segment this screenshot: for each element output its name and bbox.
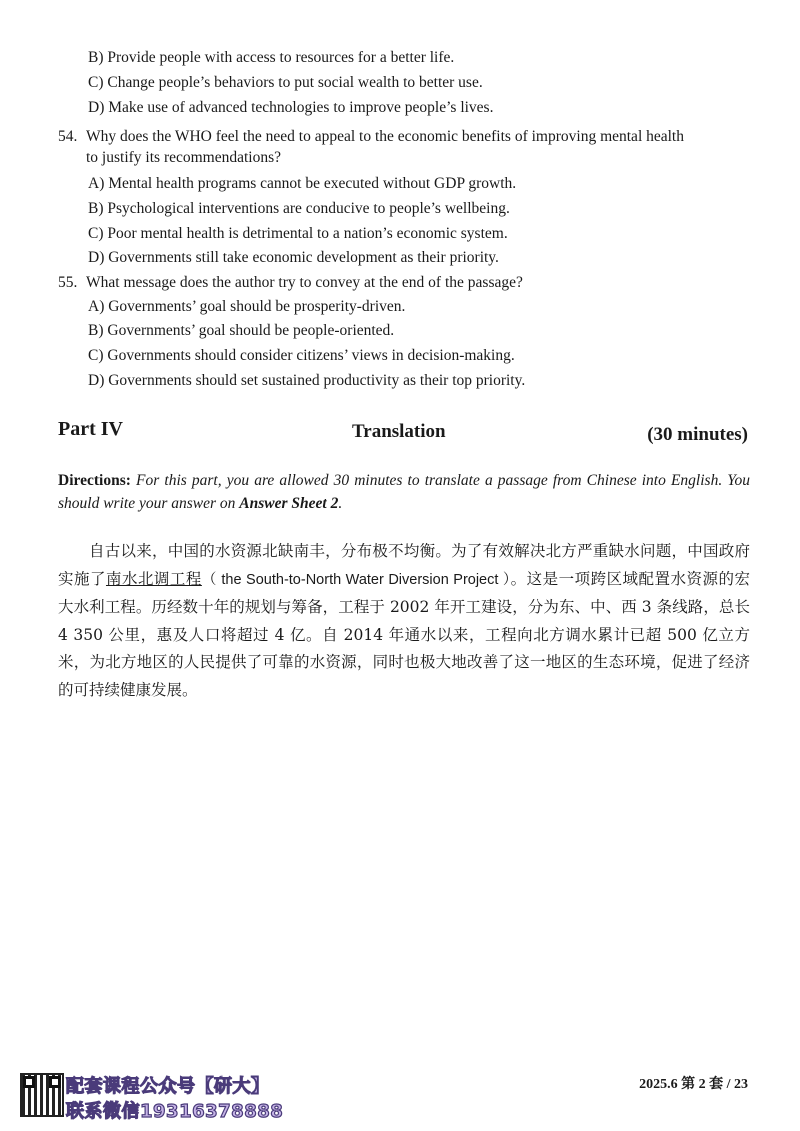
q55-option-a: A) Governments’ goal should be prosperity-driven.	[88, 298, 406, 315]
q55-option-b: B) Governments’ goal should be people-oriented.	[88, 322, 395, 339]
directions-label: Directions:	[58, 472, 131, 489]
watermark-line2: 联系微信19316378888	[66, 1101, 284, 1122]
q53-option-d: D) Make use of advanced technologies to improve people’s lives.	[88, 99, 494, 116]
watermark-line1: 配套课程公众号【研大】	[66, 1076, 270, 1097]
part-time: (30 minutes)	[647, 424, 748, 445]
q54-text-line2: to justify its recommendations?	[86, 149, 282, 166]
part-title: Part IV	[58, 418, 123, 440]
q54-option-d: D) Governments still take economic development as their priority.	[88, 249, 499, 266]
q54-option-b: B) Psychological interventions are conducive to people’s wellbeing.	[88, 200, 510, 217]
passage-part1: 自古以来，中国的水资源北缺南丰，分布极不均衡。为了有效解决北方严重缺水问题，中国政府实施了	[58, 542, 750, 588]
q53-option-b: B) Provide people with access to resources for a better life.	[88, 49, 455, 66]
q55-number: 55.	[58, 274, 78, 291]
translation-passage	[58, 538, 750, 705]
passage-part2: 。这是一项跨区域配置水资源的宏大水利工程。历经数十年的规划与筹备，工程于 2002 年开工建设，分为东、中、西 3 条线路，总长 4 350 公里，惠及人口将超过 4 亿。自 2014 年通水以来，工程向北方调水累计已超 500 亿立方米，为北方地区的人民提供了可靠的水资源，同时也极大地改善了这一地区的生态环境，促进了经济的可持续健康发展。	[58, 569, 750, 699]
qr-code-icon	[20, 1073, 64, 1117]
q53-option-c: C) Change people’s behaviors to put social wealth to better use.	[88, 74, 483, 91]
page-footer: 2025.6 第 2 套 / 23	[639, 1077, 748, 1092]
directions-text: For this part, you are allowed 30 minutes to translate a passage from Chinese into English. You should write your answer on	[58, 472, 751, 512]
q55-option-c: C) Governments should consider citizens’ views in decision-making.	[88, 347, 515, 364]
answer-sheet-ref: Answer Sheet 2	[239, 495, 339, 512]
directions-end: .	[338, 495, 343, 512]
passage-english-term: （ the South-to-North Water Diversion Project ）	[201, 571, 511, 588]
q54-text-line1: Why does the WHO feel the need to appeal to the economic benefits of improving mental health	[86, 128, 684, 145]
q54-number: 54.	[58, 128, 78, 145]
directions	[58, 469, 750, 515]
q54-option-c: C) Poor mental health is detrimental to a nation’s economic system.	[88, 225, 508, 242]
q55-question	[58, 273, 523, 293]
q55-text: What message does the author try to convey at the end of the passage?	[86, 274, 523, 291]
q54-question	[58, 127, 684, 147]
passage-underlined-term: 南水北调工程	[105, 569, 202, 588]
q55-option-d: D) Governments should set sustained productivity as their top priority.	[88, 372, 526, 389]
q54-option-a: A) Mental health programs cannot be executed without GDP growth.	[88, 175, 517, 192]
part-name: Translation	[352, 421, 446, 442]
